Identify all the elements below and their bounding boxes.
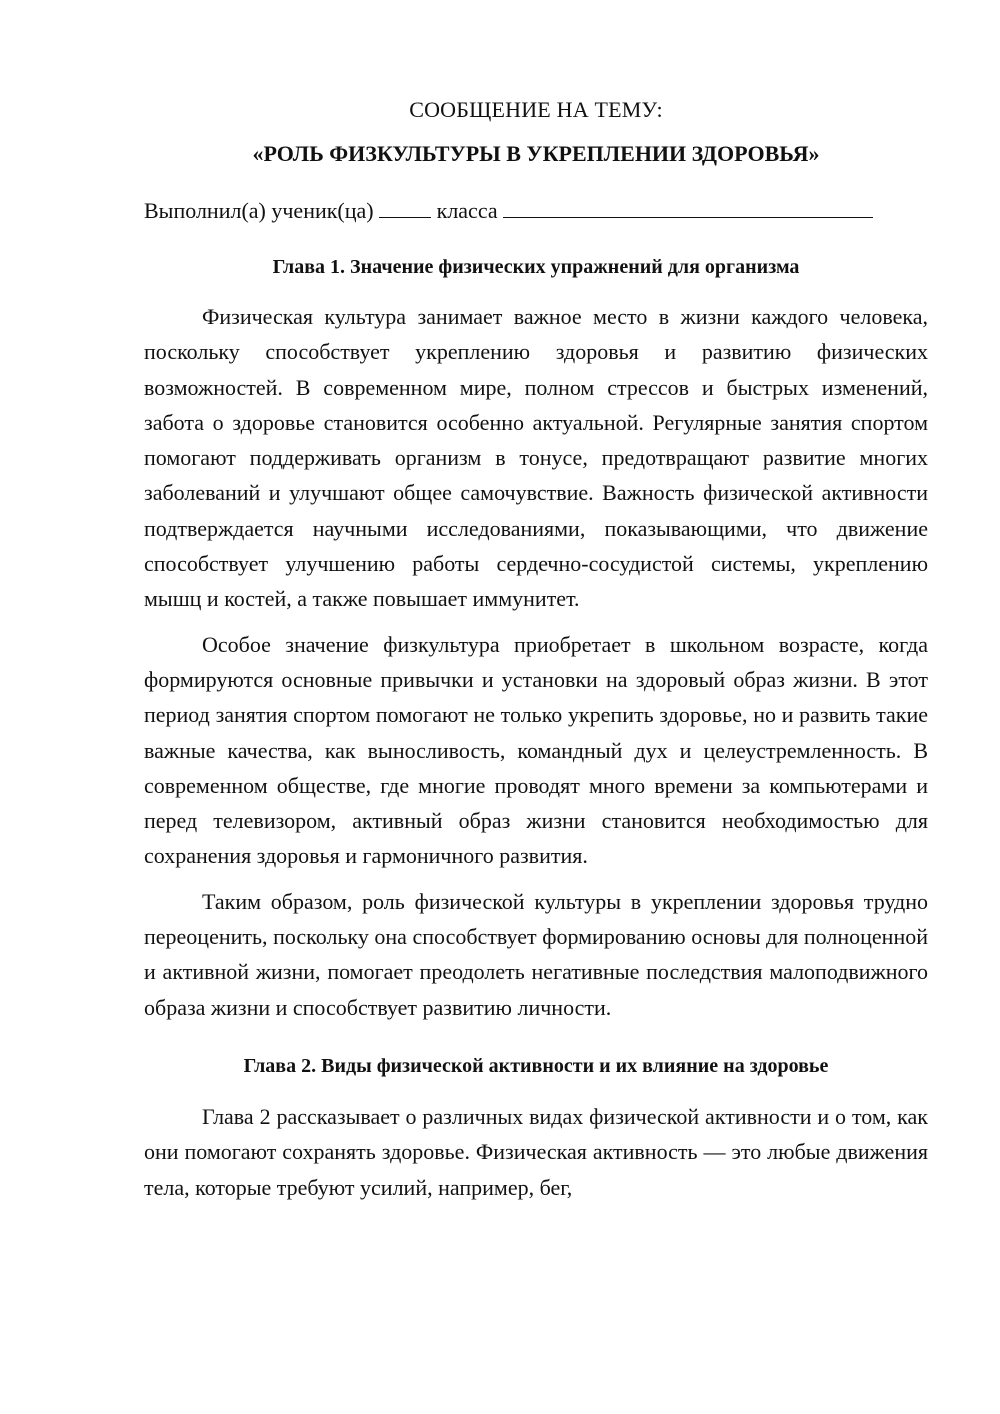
chapter1-title: Глава 1. Значение физических упражнений для организма [272,256,800,278]
chapter1-paragraph-3: Таким образом, роль физической культуры в укреплении здоровья трудно переоценить, поскольку она способствует формированию основы для полноценной и активной жизни, помогает преодолеть негативные последствия малоподвижного образа жизни и способствует развитию личности. [144,888,928,1020]
document-title-topic: «РОЛЬ ФИЗКУЛЬТУРЫ В УКРЕПЛЕНИИ ЗДОРОВЬЯ» [252,141,820,166]
grade-blank [379,193,431,218]
chapter2-paragraph-1: Глава 2 рассказывает о различных видах физической активности и о том, как они помогают сохранять здоровье. Физическая активность — это любые движения тела, которые требуют усилий, например, бег, [144,1103,928,1200]
author-prefix: Выполнил(а) ученик(ца) [144,198,374,223]
author-line [144,193,928,228]
name-blank [503,193,873,218]
document-title-line1: СООБЩЕНИЕ НА ТЕМУ: [409,97,663,122]
document-page [144,93,928,1205]
chapter2-title: Глава 2. Виды физической активности и их влияние на здоровье [243,1054,829,1077]
chapter1-paragraph-2: Особое значение физкультура приобретает в школьном возрасте, когда формируются основные привычки и установки на здоровый образ жизни. В этот период занятия спортом помогают не только укрепить здоровье, но и развить такие важные качества, как выносливость, командный дух и целеустремленность. В современном обществе, где многие проводят много времени за компьютерами и перед телевизором, активный образ жизни становится необходимостью для сохранения здоровья и гармоничного развития. [144,631,928,869]
chapter1-paragraph-1: Физическая культура занимает важное место в жизни каждого человека, поскольку способствует укреплению здоровья и развитию физических возможностей. В современном мире, полном стрессов и быстрых изменений, забота о здоровье становится особенно актуальной. Регулярные занятия спортом помогают поддерживать организм в тонусе, предотвращают развитие многих заболеваний и улучшают общее самочувствие. Важность физической активности подтверждается научными исследованиями, показывающими, что движение способствует улучшению работы сердечно-сосудистой системы, укреплению мышц и костей, а также повышает иммунитет. [144,304,928,612]
class-word: класса [436,198,498,223]
